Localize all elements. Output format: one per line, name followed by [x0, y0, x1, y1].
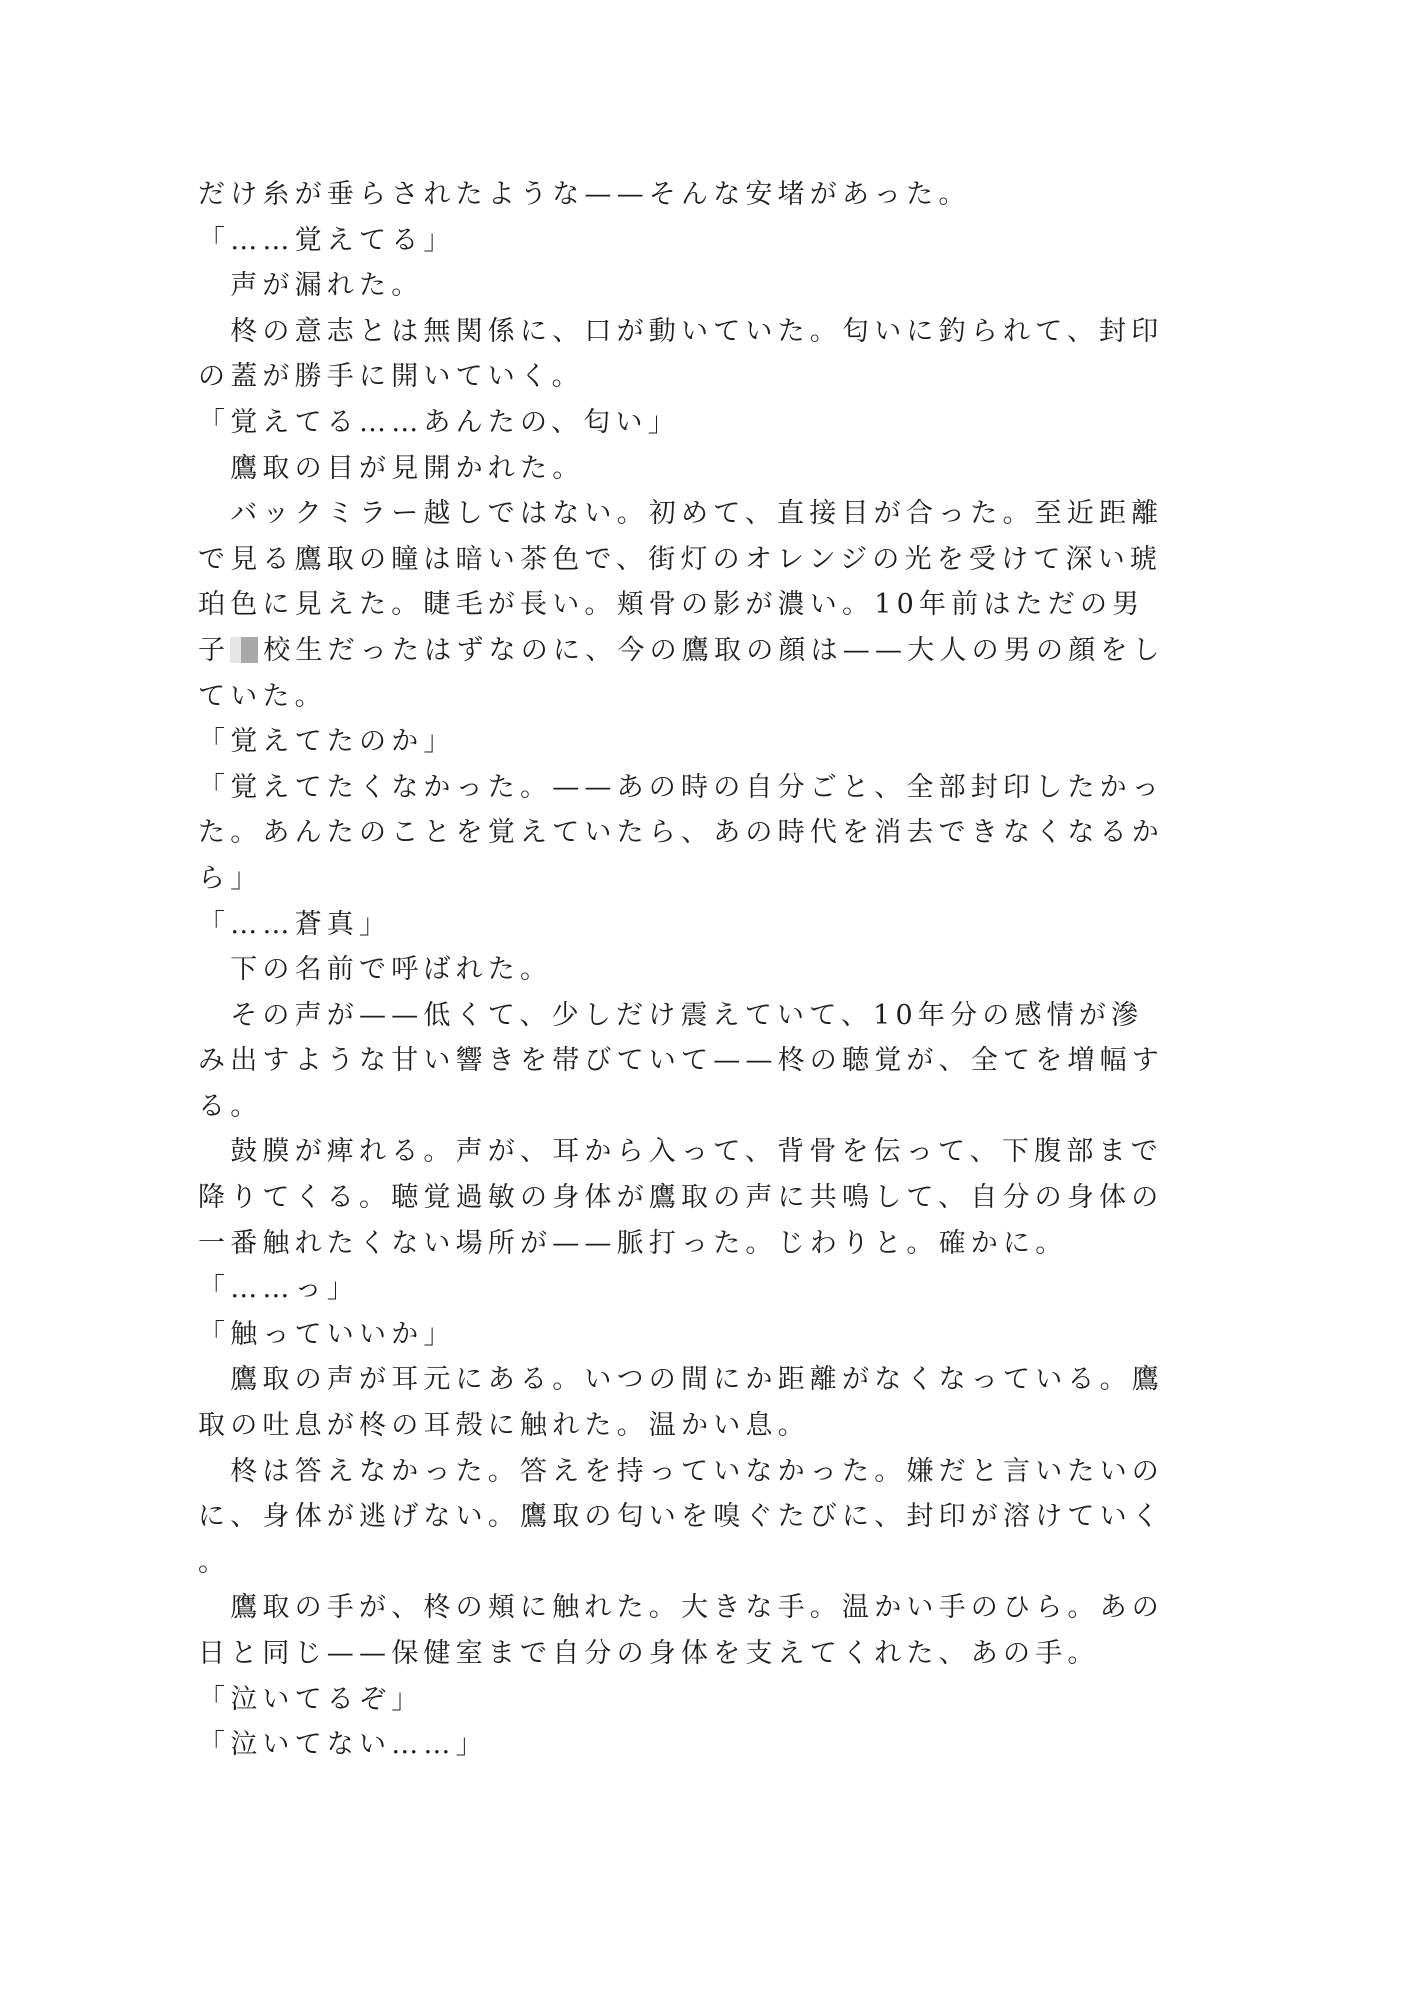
dialogue-line: 「……蒼真」	[198, 908, 392, 940]
dialogue-line: 「……っ」	[198, 1273, 359, 1305]
novel-text	[198, 172, 1198, 1768]
dialogue-line: 「……覚えてる」	[198, 224, 456, 256]
text-line: バックミラー越しではない。初めて、直接目が合った。至近距離	[198, 498, 1164, 530]
dialogue-line: た。あんたのことを覚えていたら、あの時代を消去できなくなるか	[198, 817, 1164, 849]
text-line: 珀色に見えた。睫毛が長い。頬骨の影が濃い。10年前はただの男	[198, 589, 1145, 621]
text-line: 日と同じ——保健室まで自分の身体を支えてくれた、あの手。	[198, 1638, 1100, 1669]
text-line: 降りてくる。聴覚過敏の身体が鷹取の声に共鳴して、自分の身体の	[198, 1182, 1164, 1214]
text-line: 柊の意志とは無関係に、口が動いていた。匂いに釣られて、封印	[198, 315, 1164, 347]
text-line: 鷹取の声が耳元にある。いつの間にか距離がなくなっている。鷹	[198, 1364, 1164, 1396]
text-line: 下の名前で呼ばれた。	[198, 954, 553, 986]
dialogue-line: 「覚えてたのか」	[198, 726, 456, 758]
text-line: の蓋が勝手に開いていく。	[198, 361, 584, 393]
text-line: 鷹取の手が、柊の頬に触れた。大きな手。温かい手のひら。あの	[198, 1592, 1164, 1624]
dialogue-line: 「覚えてたくなかった。——あの時の自分ごと、全部封印したかっ	[198, 771, 1164, 803]
text-line: 一番触れたくない場所が——脈打った。じわりと。確かに。	[198, 1227, 1068, 1259]
text-line: に、身体が逃げない。鷹取の匂いを嗅ぐたびに、封印が溶けていく	[198, 1501, 1164, 1533]
text-fragment: 校生だったはずなのに、今の鷹取の顔は——大人の男の顔をし	[263, 634, 1165, 666]
text-line: み出すような甘い響きを帯びていて——柊の聴覚が、全てを増幅す	[198, 1045, 1164, 1077]
text-line: 。	[198, 1546, 231, 1578]
dialogue-line: 「泣いてるぞ」	[198, 1683, 424, 1715]
text-line: ていた。	[198, 680, 327, 712]
text-line: だけ糸が垂らされたような——そんな安堵があった。	[198, 179, 971, 210]
dialogue-line: ら」	[198, 862, 263, 894]
text-line-censored	[198, 628, 1198, 674]
text-line: 鷹取の目が見開かれた。	[198, 452, 585, 484]
dialogue-line: 「泣いてない……」	[198, 1729, 488, 1761]
text-line: 鼓膜が痺れる。声が、耳から入って、背骨を伝って、下腹部まで	[198, 1136, 1163, 1168]
censored-character-block	[230, 637, 258, 663]
text-line: 柊は答えなかった。答えを持っていなかった。嫌だと言いたいの	[198, 1455, 1164, 1487]
text-line: る。	[198, 1090, 263, 1122]
dialogue-line: 「触っていいか」	[198, 1318, 456, 1350]
text-line: 取の吐息が柊の耳殻に触れた。温かい息。	[198, 1410, 810, 1442]
text-fragment: 子	[198, 634, 231, 666]
dialogue-line: 「覚えてる……あんたの、匂い」	[198, 406, 680, 438]
text-line: で見る鷹取の瞳は暗い茶色で、街灯のオレンジの光を受けて深い琥	[198, 543, 1163, 575]
text-line: その声が——低くて、少しだけ震えていて、10年分の感情が滲	[198, 999, 1144, 1031]
text-line: 声が漏れた。	[198, 270, 424, 302]
